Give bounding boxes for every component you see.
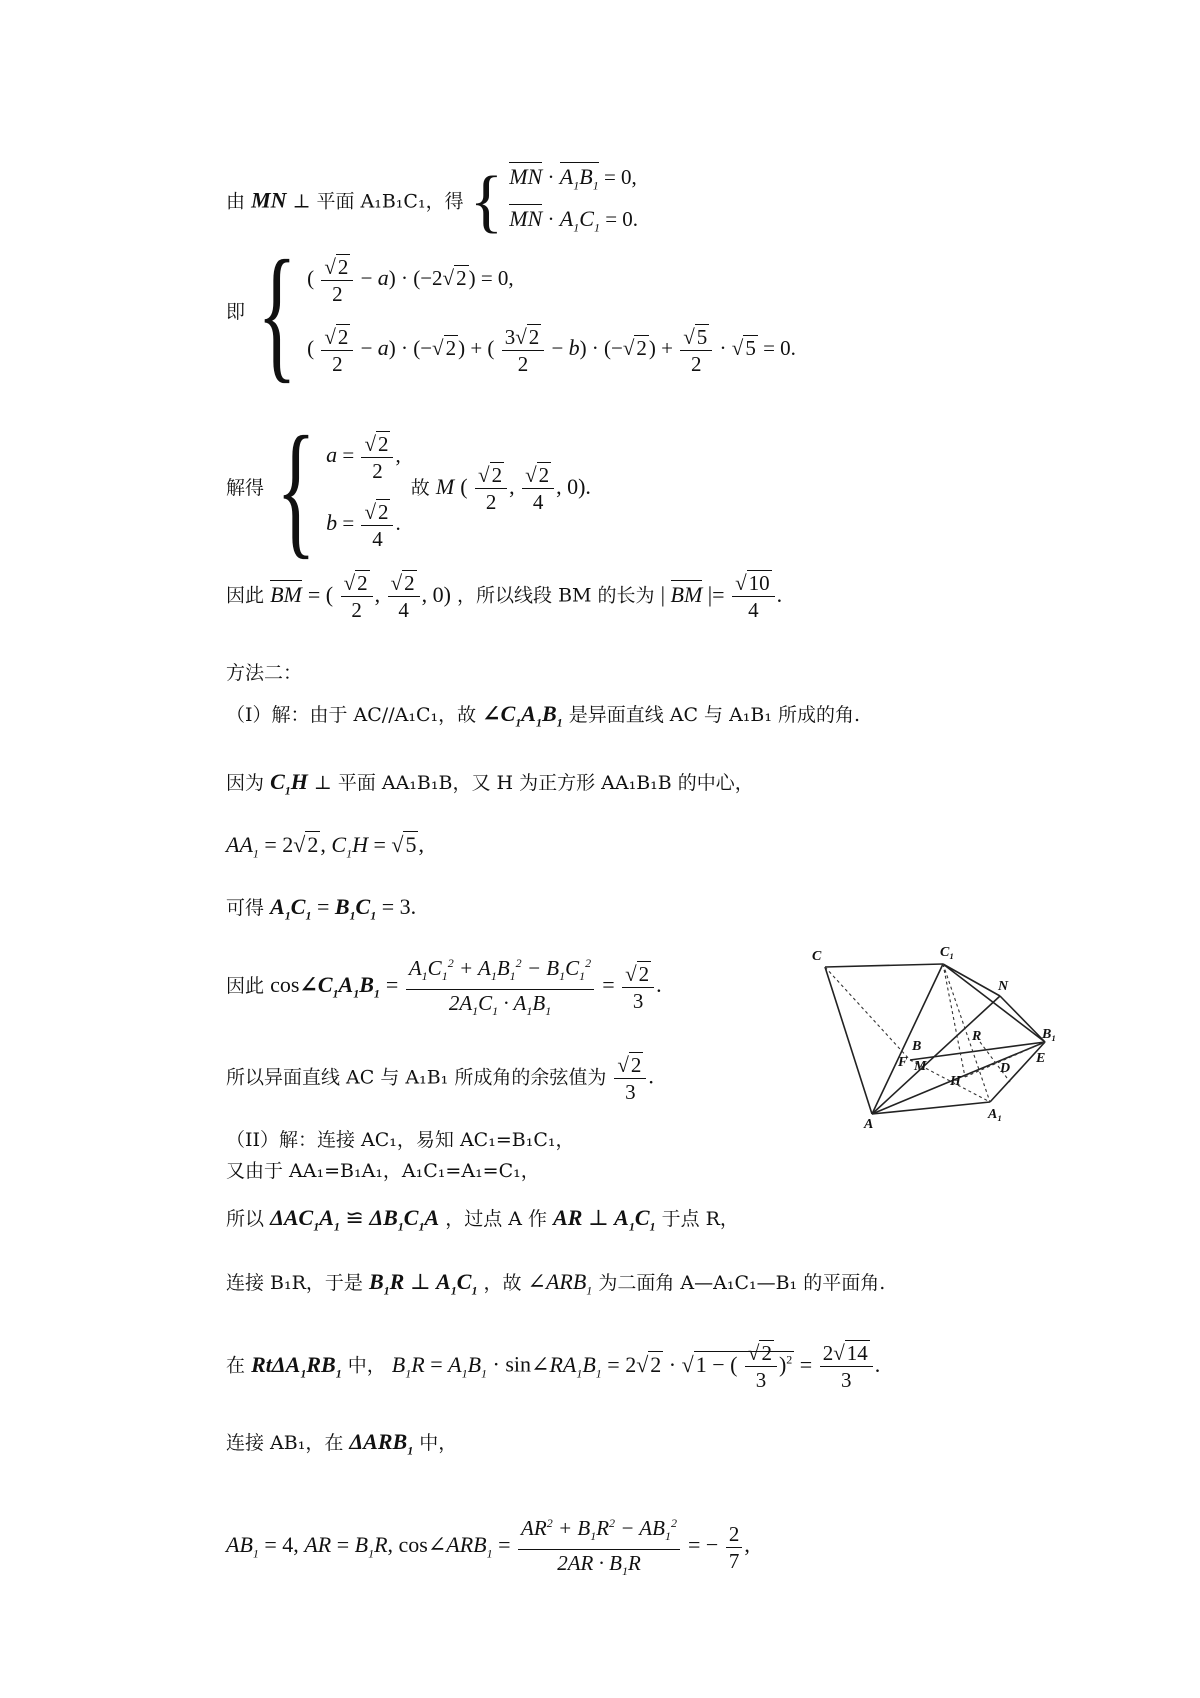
text: 是异面直线 AC 与 A₁B₁ 所成的角. bbox=[568, 704, 861, 726]
line-2 bbox=[226, 230, 796, 396]
text: ，过点 A 作 bbox=[445, 1208, 548, 1230]
label-c: C bbox=[812, 949, 822, 964]
line-9: 可得 $A_1C_1 = B_1C_1 = 3$. bbox=[226, 894, 417, 923]
text: 连接 B₁R，于是 bbox=[226, 1272, 363, 1294]
label-c1: C₁ bbox=[940, 945, 955, 960]
label-h: H bbox=[950, 1074, 961, 1089]
label-n: N bbox=[998, 979, 1009, 994]
line-3: 解得 { a = $\frac{√2}{2}$ , b = $\frac{√2}{4}$ . 故 M ( $\frac{√2}{2}$ , $\frac{√2}{4}$ , 0). bbox=[226, 406, 591, 572]
line-11: 所以异面直线 AC 与 A₁B₁ 所成角的余弦值为 $\frac{√2}{3}$ . bbox=[226, 1053, 654, 1104]
geometry-diagram bbox=[810, 942, 1062, 1130]
line-12: （II）解：连接 AC₁，易知 AC₁=B₁C₁， bbox=[226, 1129, 575, 1151]
equation-system: ( $\frac{√2}{2}$ − a) · (−2√2) = 0, ( $\frac{√2}{2}$ − a) · (−√2) + ( $\frac{3√2}{2}$ − b) · (−√2) + $\frac{√5}{2}$ · √5 = 0. bbox=[307, 254, 796, 376]
line-18: $AB_1 = 4$, AR = $B_1R$, $\cos\angle ARB_1$ = $\frac{AR^2 + B_1R^2 - AB_1^2}{2AR \cdot B_1R}$ = − $\frac{2}{7}$ , bbox=[226, 1510, 750, 1584]
line-17: 连接 AB₁，在 $\Delta ARB_1$ 中， bbox=[226, 1429, 458, 1458]
text: （I）解：由于 AC//A₁C₁，故 bbox=[226, 704, 477, 726]
text: 于点 R， bbox=[661, 1208, 739, 1230]
line-10: 因此 $\cos\angle C_1A_1B_1$ = $\frac{A_1C_1^2 + A_1B_1^2 - B_1C_1^2}{2A_1C_1 \cdot A_1B_1}$ = $\frac{√2}{3}$ . bbox=[226, 950, 662, 1024]
line-16: 在 $Rt\Delta A_1RB_1$ 中， $B_1R = A_1B_1$ · $\sin\angle RA_1B_1 = 2√2 \cdot √1$ − ( $\frac{√2}{3}$ )$^2$ = $\frac{2√14}{3}$ . bbox=[226, 1341, 881, 1392]
text: 解得 bbox=[226, 477, 265, 499]
text: 中， bbox=[419, 1432, 458, 1454]
line-7: 因为 $C_1H$ ⊥ 平面 AA₁B₁B，又 H 为正方形 AA₁B₁B 的中心， bbox=[226, 769, 754, 798]
text: 所以异面直线 AC 与 A₁B₁ 所成角的余弦值为 bbox=[226, 1066, 607, 1089]
text: 因此 bbox=[226, 975, 265, 998]
label-a1: A₁ bbox=[988, 1107, 1003, 1122]
text: 连接 AB₁，在 bbox=[226, 1432, 344, 1454]
line-5: 方法二： bbox=[226, 662, 303, 684]
label-e: E bbox=[1036, 1051, 1046, 1066]
text: 在 bbox=[226, 1354, 246, 1377]
text: ，所以线段 BM 的长为 bbox=[457, 584, 655, 607]
text: 即 bbox=[226, 301, 246, 323]
label-f: F bbox=[898, 1055, 908, 1070]
text: 中， bbox=[347, 1354, 386, 1377]
brace: { bbox=[469, 163, 504, 241]
equation-system: a = $\frac{√2}{2}$ , b = $\frac{√2}{4}$ . bbox=[326, 431, 401, 551]
math-mn: MN bbox=[251, 187, 287, 213]
equation-system: MN · $A_1B_1 = 0$, MN · $A_1C_1 = 0$. bbox=[509, 164, 639, 235]
label-b: B bbox=[912, 1039, 922, 1054]
text: 由 bbox=[226, 190, 246, 213]
text: 可得 bbox=[226, 897, 265, 919]
label-b1: B₁ bbox=[1042, 1027, 1057, 1042]
line-8: $AA_1 = 2√2$, $C_1H = √5$, bbox=[226, 832, 424, 861]
text: ⊥ 平面 AA₁B₁B，又 H 为正方形 AA₁B₁B 的中心， bbox=[313, 772, 754, 794]
line-4: 因此 BM = ( $\frac{√2}{2}$ , $\frac{√2}{4}$ , 0) ，所以线段 BM 的长为 | BM |= $\frac{√10}{4}$ . bbox=[226, 571, 783, 622]
line-13: 又由于 AA₁=B₁A₁，A₁C₁=A₁=C₁， bbox=[226, 1160, 540, 1182]
text: 为二面角 A—A₁C₁—B₁ 的平面角. bbox=[598, 1272, 886, 1294]
line-15: 连接 B₁R，于是 $B_1R$ ⊥ $A_1C_1$ ，故 $\angle ARB_1$ 为二面角 A—A₁C₁—B₁ 的平面角. bbox=[226, 1269, 886, 1298]
label-a: A bbox=[864, 1117, 874, 1130]
brace: { bbox=[276, 406, 316, 572]
line-6: （I）解：由于 AC//A₁C₁，故 $\angle C_1A_1B_1$ 是异面直线 AC 与 A₁B₁ 所成的角. bbox=[226, 701, 861, 730]
line-14: 所以 $\Delta AC_1A_1$ ≌ $\Delta B_1C_1A$ ，过点 A 作 AR ⊥ $A_1C_1$ 于点 R， bbox=[226, 1205, 739, 1234]
text: ⊥ 平面 A₁B₁C₁，得 bbox=[292, 190, 464, 213]
text: 所以 bbox=[226, 1208, 265, 1230]
label-r: R bbox=[972, 1029, 982, 1044]
text: 因此 bbox=[226, 584, 265, 607]
label-d: D bbox=[1000, 1061, 1011, 1076]
text: ，故 bbox=[483, 1272, 522, 1294]
brace: { bbox=[257, 230, 297, 396]
label-m: M bbox=[914, 1059, 927, 1074]
text: 因为 bbox=[226, 772, 265, 794]
